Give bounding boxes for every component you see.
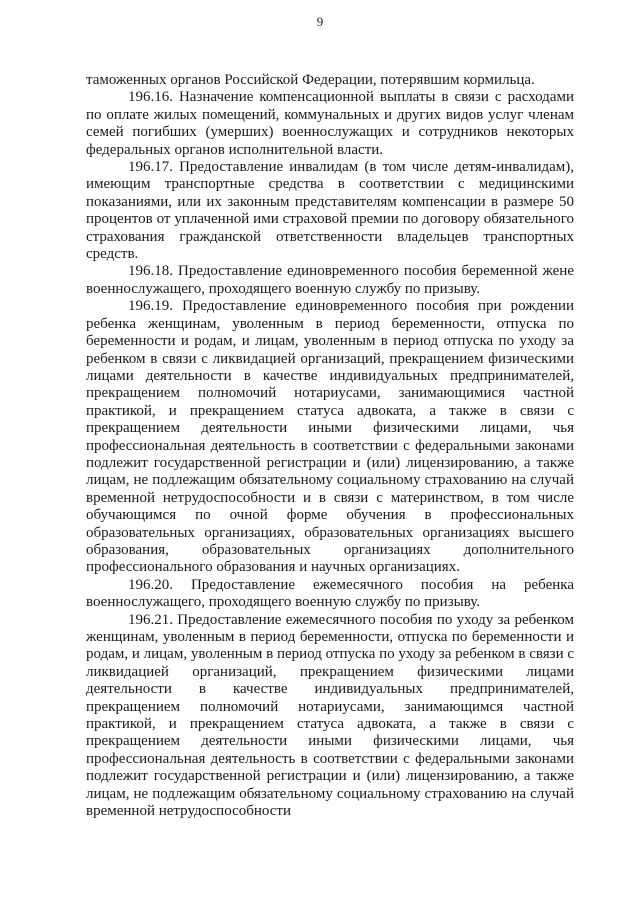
page-number: 9 (316, 14, 324, 29)
document-body (86, 72, 574, 820)
paragraph-196-17: 196.17. Предоставление инвалидам (в том числе детям-инвалидам), имеющим транспортные средства в соответствии с медицинскими показаниями, или их законным представителям компенсации в размере 50 процентов от уплаченной ими страховой премии по договору обязательного страхования гражданской ответственности владельцев транспортных средств. (86, 159, 574, 263)
paragraph-196-21: 196.21. Предоставление ежемесячного пособия по уходу за ребенком женщинам, уволенным в период беременности, отпуска по беременности и родам, и лицам, уволенным в период отпуска по уходу за ребенком в связи с ликвидацией организаций, прекращением физическими лицами деятельности в качестве индивидуальных предпринимателей, прекращением полномочий нотариусами, занимающимся частной практикой, и прекращением статуса адвоката, а также в связи с прекращением деятельности иными физическими лицами, чья профессиональная деятельность в соответствии с федеральными законами подлежит государственной регистрации и (или) лицензированию, а также лицам, не подлежащим обязательному социальному страхованию на случай временной нетрудоспособности (86, 611, 575, 820)
paragraph-196-20: 196.20. Предоставление ежемесячного пособия на ребенка военнослужащего, проходящего военную службу по призыву. (86, 576, 574, 611)
paragraph-196-18: 196.18. Предоставление единовременного пособия беременной жене военнослужащего, проходящего военную службу по призыву. (86, 263, 574, 297)
paragraph-196-19: 196.19. Предоставление единовременного пособия при рождении ребенка женщинам, уволенным в период беременности, отпуска по беременности и родам, и лицам, уволенным в период отпуска по уходу за ребенком в связи с ликвидацией организаций, прекращением физическими лицами деятельности в качестве индивидуальных предпринимателей, прекращением полномочий нотариусами, занимающимися частной практикой, и прекращением статуса адвоката, а также в связи с прекращением деятельности иными физическими лицами, чья профессиональная деятельность в соответствии с федеральными законами подлежит государственной регистрации и (или) лицензированию, а также лицам, не подлежащим обязательному социальному страхованию на случай временной нетрудоспособности и в связи с материнством, в том числе обучающимся по очной форме обучения в профессиональных образовательных организациях, образовательных организациях высшего образования, образовательных организациях дополнительного профессионального образования и научных организациях. (86, 298, 574, 576)
paragraph-continuation: таможенных органов Российской Федерации, потерявшим кормильца. (86, 72, 535, 88)
paragraph-196-16: 196.16. Назначение компенсационной выплаты в связи с расходами по оплате жилых помещений, коммунальных и других видов услуг членам семей погибших (умерших) военнослужащих и сотрудников некоторых федеральных органов исполнительной власти. (86, 89, 574, 158)
